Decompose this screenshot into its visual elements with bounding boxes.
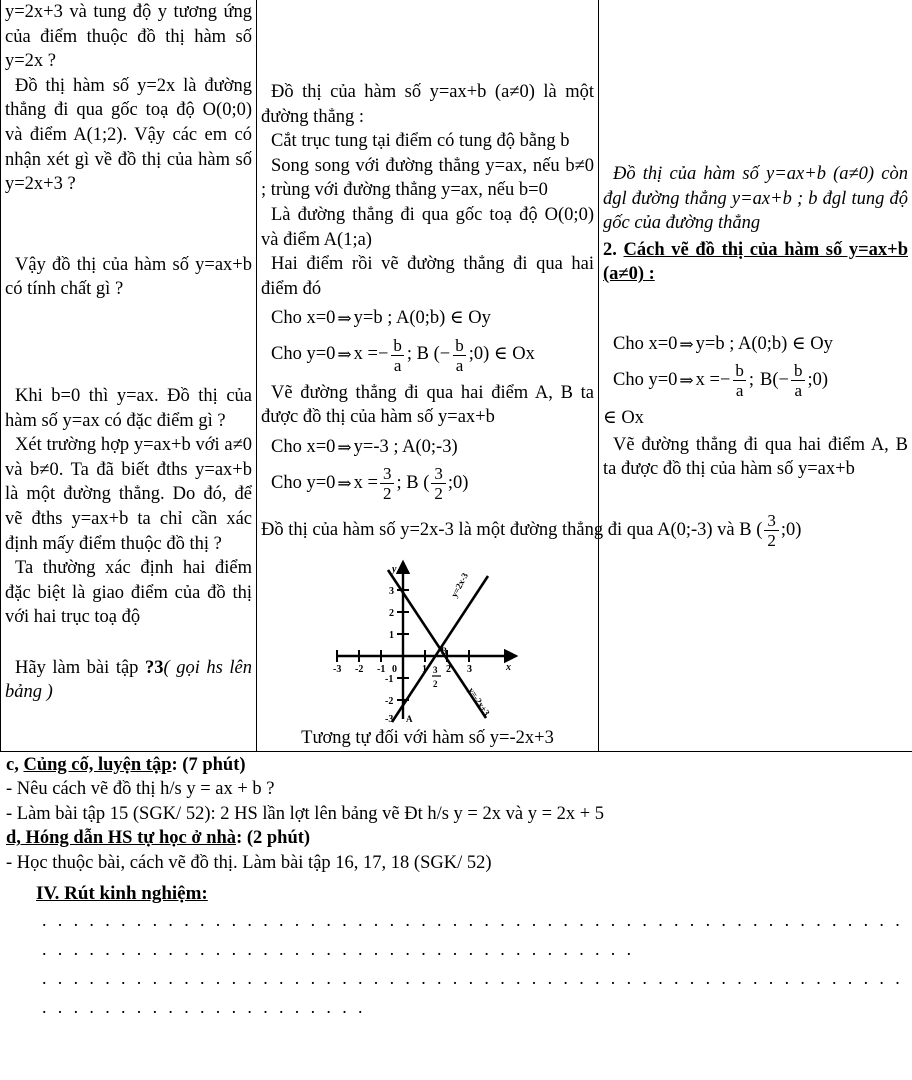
implies-arrow-icon: ⇒ xyxy=(679,370,694,390)
fraction-numerator: 3 xyxy=(767,511,776,531)
xtick-three-halves xyxy=(432,665,441,689)
item-d-title: d, Hóng dẫn HS tự học ở nhà xyxy=(6,828,237,849)
fraction-b-over-a xyxy=(390,337,405,374)
item-c-heading xyxy=(6,753,906,778)
formula-x-eq: x = xyxy=(353,472,378,493)
spacer xyxy=(603,287,908,327)
mid-paragraph-1: Đồ thị của hàm số y=ax+b (a≠0) là một đường thẳng : xyxy=(261,82,594,127)
fraction-b-over-a-2 xyxy=(452,337,467,374)
xtick-2: 2 xyxy=(445,664,451,676)
spacer xyxy=(5,358,252,384)
y-axis-label: y xyxy=(391,564,396,576)
fraction-numerator: b xyxy=(735,361,744,381)
fraction-denominator: a xyxy=(453,355,467,374)
fraction-3-over-2 xyxy=(380,465,395,502)
coordinate-graph xyxy=(261,556,594,724)
formula-lead: Cho x=0 xyxy=(271,308,336,329)
mid-formula-general-2 xyxy=(261,337,594,374)
heading-number: 2. xyxy=(603,239,617,260)
spacer xyxy=(261,0,594,40)
point-label-B: B xyxy=(440,646,447,657)
mid-paragraph-5: Hai điểm rồi vẽ đường thẳng đi qua hai điểm đó xyxy=(261,254,594,299)
x-axis-label: x xyxy=(505,662,511,674)
implies-arrow-icon: ⇒ xyxy=(337,345,352,365)
spacer xyxy=(603,80,908,136)
formula-lead: Cho y=0 xyxy=(613,370,678,391)
bottom-section xyxy=(0,752,912,1022)
formula-lead: Cho y=0 xyxy=(271,472,336,493)
dotted-line-2: . . . . . . . . . . . . . . . . . . . . . . . . . . . . . . . . . . . . . . . . . . . . . . . . . . . . . . . . . . . . . . . . . . . . . . . . . . . . xyxy=(42,967,904,1017)
minus-sign-2: − xyxy=(778,370,789,391)
lesson-left-column xyxy=(1,0,257,751)
formula-rest: y=-3 ; A(0;-3) xyxy=(353,436,458,457)
ytick-3: 3 xyxy=(388,586,394,598)
left-exercise-prompt xyxy=(5,656,252,705)
dotted-line-1: . . . . . . . . . . . . . . . . . . . . . . . . . . . . . . . . . . . . . . . . . . . . . . . . . . . . . . . . . . . . . . . . . . . . . . . . . . . . . . . . . . . . . . . . . . . . . xyxy=(42,910,904,960)
left-paragraph-4: Khi b=0 thì y=ax. Đồ thị của hàm số y=ax có đặc điểm gì ? xyxy=(5,385,252,431)
item-c-title: Củng cố, luyện tập xyxy=(23,754,172,775)
xtick-0: 0 xyxy=(391,664,397,676)
mid-paragraph-2: Cắt trục tung tại điểm có tung độ bằng b xyxy=(271,131,570,152)
implies-arrow-icon: ⇒ xyxy=(337,309,352,329)
xtick--3: -3 xyxy=(332,664,341,676)
implies-arrow-icon: ⇒ xyxy=(337,437,352,457)
spacer xyxy=(5,197,252,253)
fraction-numerator: b xyxy=(793,361,803,381)
lesson-right-column xyxy=(599,0,912,751)
ytick-1: 1 xyxy=(388,630,394,642)
formula-x-eq: x = xyxy=(353,344,378,365)
right-after: Vẽ đường thẳng đi qua hai điểm A, B ta được đồ thị của hàm số y=ax+b xyxy=(603,434,908,480)
spacer xyxy=(5,302,252,358)
graph-svg xyxy=(328,556,528,724)
exercise-note: ( gọi hs lên bảng ) xyxy=(5,657,252,703)
fraction-denominator: a xyxy=(733,380,747,399)
formula-lead: Cho y=0 xyxy=(271,344,336,365)
mid-formula-example-1 xyxy=(261,437,594,458)
fraction-denominator: 2 xyxy=(380,483,395,502)
ytick--3: -3 xyxy=(384,714,393,725)
ytick--2: -2 xyxy=(384,696,393,708)
left-paragraph-5: Xét trường hợp y=ax+b với a≠0 và b≠0. Ta đã biết đths y=ax+b là một đường thẳng. Do đó, để vẽ đths y=ax+b ta chỉ cần xác định mấy điểm thuộc đồ thị ? xyxy=(5,435,252,554)
formula-bpoint: B( xyxy=(760,370,779,391)
mid-paragraph-4: Là đường thẳng đi qua gốc toạ độ O(0;0) và điểm A(1;a) xyxy=(261,204,594,250)
mid-after-general: Vẽ đường thẳng đi qua hai điểm A, B ta được đồ thị của hàm số y=ax+b xyxy=(261,382,594,428)
left-paragraph-6: Ta thường xác định hai điểm đặc biệt là giao điểm của đồ thị với hai trục toạ độ xyxy=(5,558,252,628)
fraction-numerator: 3 xyxy=(434,464,443,484)
fraction-denominator: 2 xyxy=(432,679,437,690)
series-label-y-2x-3: y=2x-3 xyxy=(448,571,470,600)
mid-conclusion xyxy=(261,511,802,551)
item-d-suffix: : (2 phút) xyxy=(236,828,311,849)
ytick--1: -1 xyxy=(384,674,393,686)
formula-separator: ; xyxy=(748,370,755,391)
formula-rest: y=b ; A(0;b) ∈ Oy xyxy=(353,308,491,329)
xtick-1: 1 xyxy=(421,664,427,676)
formula-tail: ;0) xyxy=(447,472,469,493)
left-paragraph-2: Đồ thị hàm số y=2x là đường thẳng đi qua gốc toạ độ O(0;0) và điểm A(1;2). Vậy các em có nhận xét gì về đồ thị của hàm số y=2x+3 ? xyxy=(5,75,252,195)
point-label-A: A xyxy=(405,714,412,725)
formula-separator: ; B ( xyxy=(406,344,440,365)
formula-x-eq: x = xyxy=(695,370,720,391)
minus-sign: − xyxy=(719,370,731,391)
spacer xyxy=(603,40,908,80)
formula-lead: Cho x=0 xyxy=(613,333,678,354)
left-paragraph-3: Vậy đồ thị của hàm số y=ax+b có tính chất gì ? xyxy=(5,254,252,300)
item-c-line-1: - Nêu cách vẽ đồ thị h/s y = ax + b ? xyxy=(6,779,275,800)
item-c-suffix: : (7 phút) xyxy=(171,754,246,775)
exercise-lead: Hãy làm bài tập xyxy=(15,657,145,678)
formula-tail: ;0) ∈ Ox xyxy=(468,344,535,365)
exercise-number: ?3 xyxy=(144,657,164,678)
fraction-3-over-2-c xyxy=(764,512,779,549)
fraction-numerator: 3 xyxy=(432,665,437,676)
implies-arrow-icon: ⇒ xyxy=(337,473,352,493)
item-d-line-1: - Học thuộc bài, cách vẽ đồ thị. Làm bài tập 16, 17, 18 (SGK/ 52) xyxy=(6,853,492,874)
fraction-b-over-a xyxy=(732,362,747,399)
spacer xyxy=(603,0,908,40)
mid-formula-general-1 xyxy=(261,308,594,329)
fraction-denominator: a xyxy=(791,380,805,399)
mid-formula-example-2 xyxy=(261,465,594,502)
fraction-denominator: 2 xyxy=(764,530,779,549)
item-d-heading xyxy=(6,826,906,851)
right-definition: Đồ thị của hàm số y=ax+b (a≠0) còn đgl đường thẳng y=ax+b ; b đgl tung độ gốc của đường thẳng xyxy=(603,164,908,234)
mid-paragraph-3: Song song với đường thẳng y=ax, nếu b≠0 ; trùng với đường thẳng y=ax, nếu b=0 xyxy=(261,155,594,201)
right-formula-2 xyxy=(603,362,908,399)
section-iv-heading: IV. Rút kinh nghiệm: xyxy=(36,882,208,904)
conclusion-part-1: Đồ thị của hàm số y=2x-3 là một đường thẳng đi qua A(0;-3) và B ( xyxy=(261,519,763,540)
formula-lead: Cho x=0 xyxy=(271,436,336,457)
fraction-b-over-a-2 xyxy=(791,362,806,399)
fraction-numerator: b xyxy=(455,335,464,355)
right-belongs-ox: ∈ Ox xyxy=(603,408,644,429)
fraction-numerator: b xyxy=(393,335,402,355)
minus-sign-2: − xyxy=(439,344,451,365)
minus-sign: − xyxy=(377,344,389,365)
spacer xyxy=(261,40,594,80)
fraction-denominator: 2 xyxy=(431,483,446,502)
fraction-3-over-2-b xyxy=(431,465,446,502)
item-c-prefix: c, xyxy=(6,754,24,775)
formula-tail: ;0) xyxy=(807,370,829,391)
ytick-2: 2 xyxy=(388,608,394,620)
implies-arrow-icon: ⇒ xyxy=(679,334,694,354)
conclusion-part-2: ;0) xyxy=(780,519,802,540)
item-c-line-2: - Làm bài tập 15 (SGK/ 52): 2 HS lần lợt lên bảng vẽ Đt h/s y = 2x và y = 2x + 5 xyxy=(6,803,605,824)
right-formula-1 xyxy=(603,334,908,355)
xtick--2: -2 xyxy=(354,664,363,676)
mid-closing: Tương tự đối với hàm số y=-2x+3 xyxy=(301,728,554,749)
series-label-y-neg2x-3: y=-2x+3 xyxy=(465,685,492,718)
xtick--1: -1 xyxy=(376,664,385,676)
formula-separator: ; B ( xyxy=(396,472,430,493)
fraction-numerator: 3 xyxy=(382,464,392,484)
formula-rest: y=b ; A(0;b) ∈ Oy xyxy=(695,333,833,354)
fraction-denominator: a xyxy=(391,355,405,374)
spacer xyxy=(5,630,252,656)
left-paragraph-1: y=2x+3 và tung độ y tương ứng của điểm thuộc đồ thị hàm số y=2x ? xyxy=(5,2,252,72)
heading-title: Cách vẽ đồ thị của hàm số y=ax+b (a≠0) : xyxy=(603,239,908,285)
right-heading xyxy=(603,238,908,287)
spacer xyxy=(603,136,908,162)
xtick-3: 3 xyxy=(466,664,472,676)
